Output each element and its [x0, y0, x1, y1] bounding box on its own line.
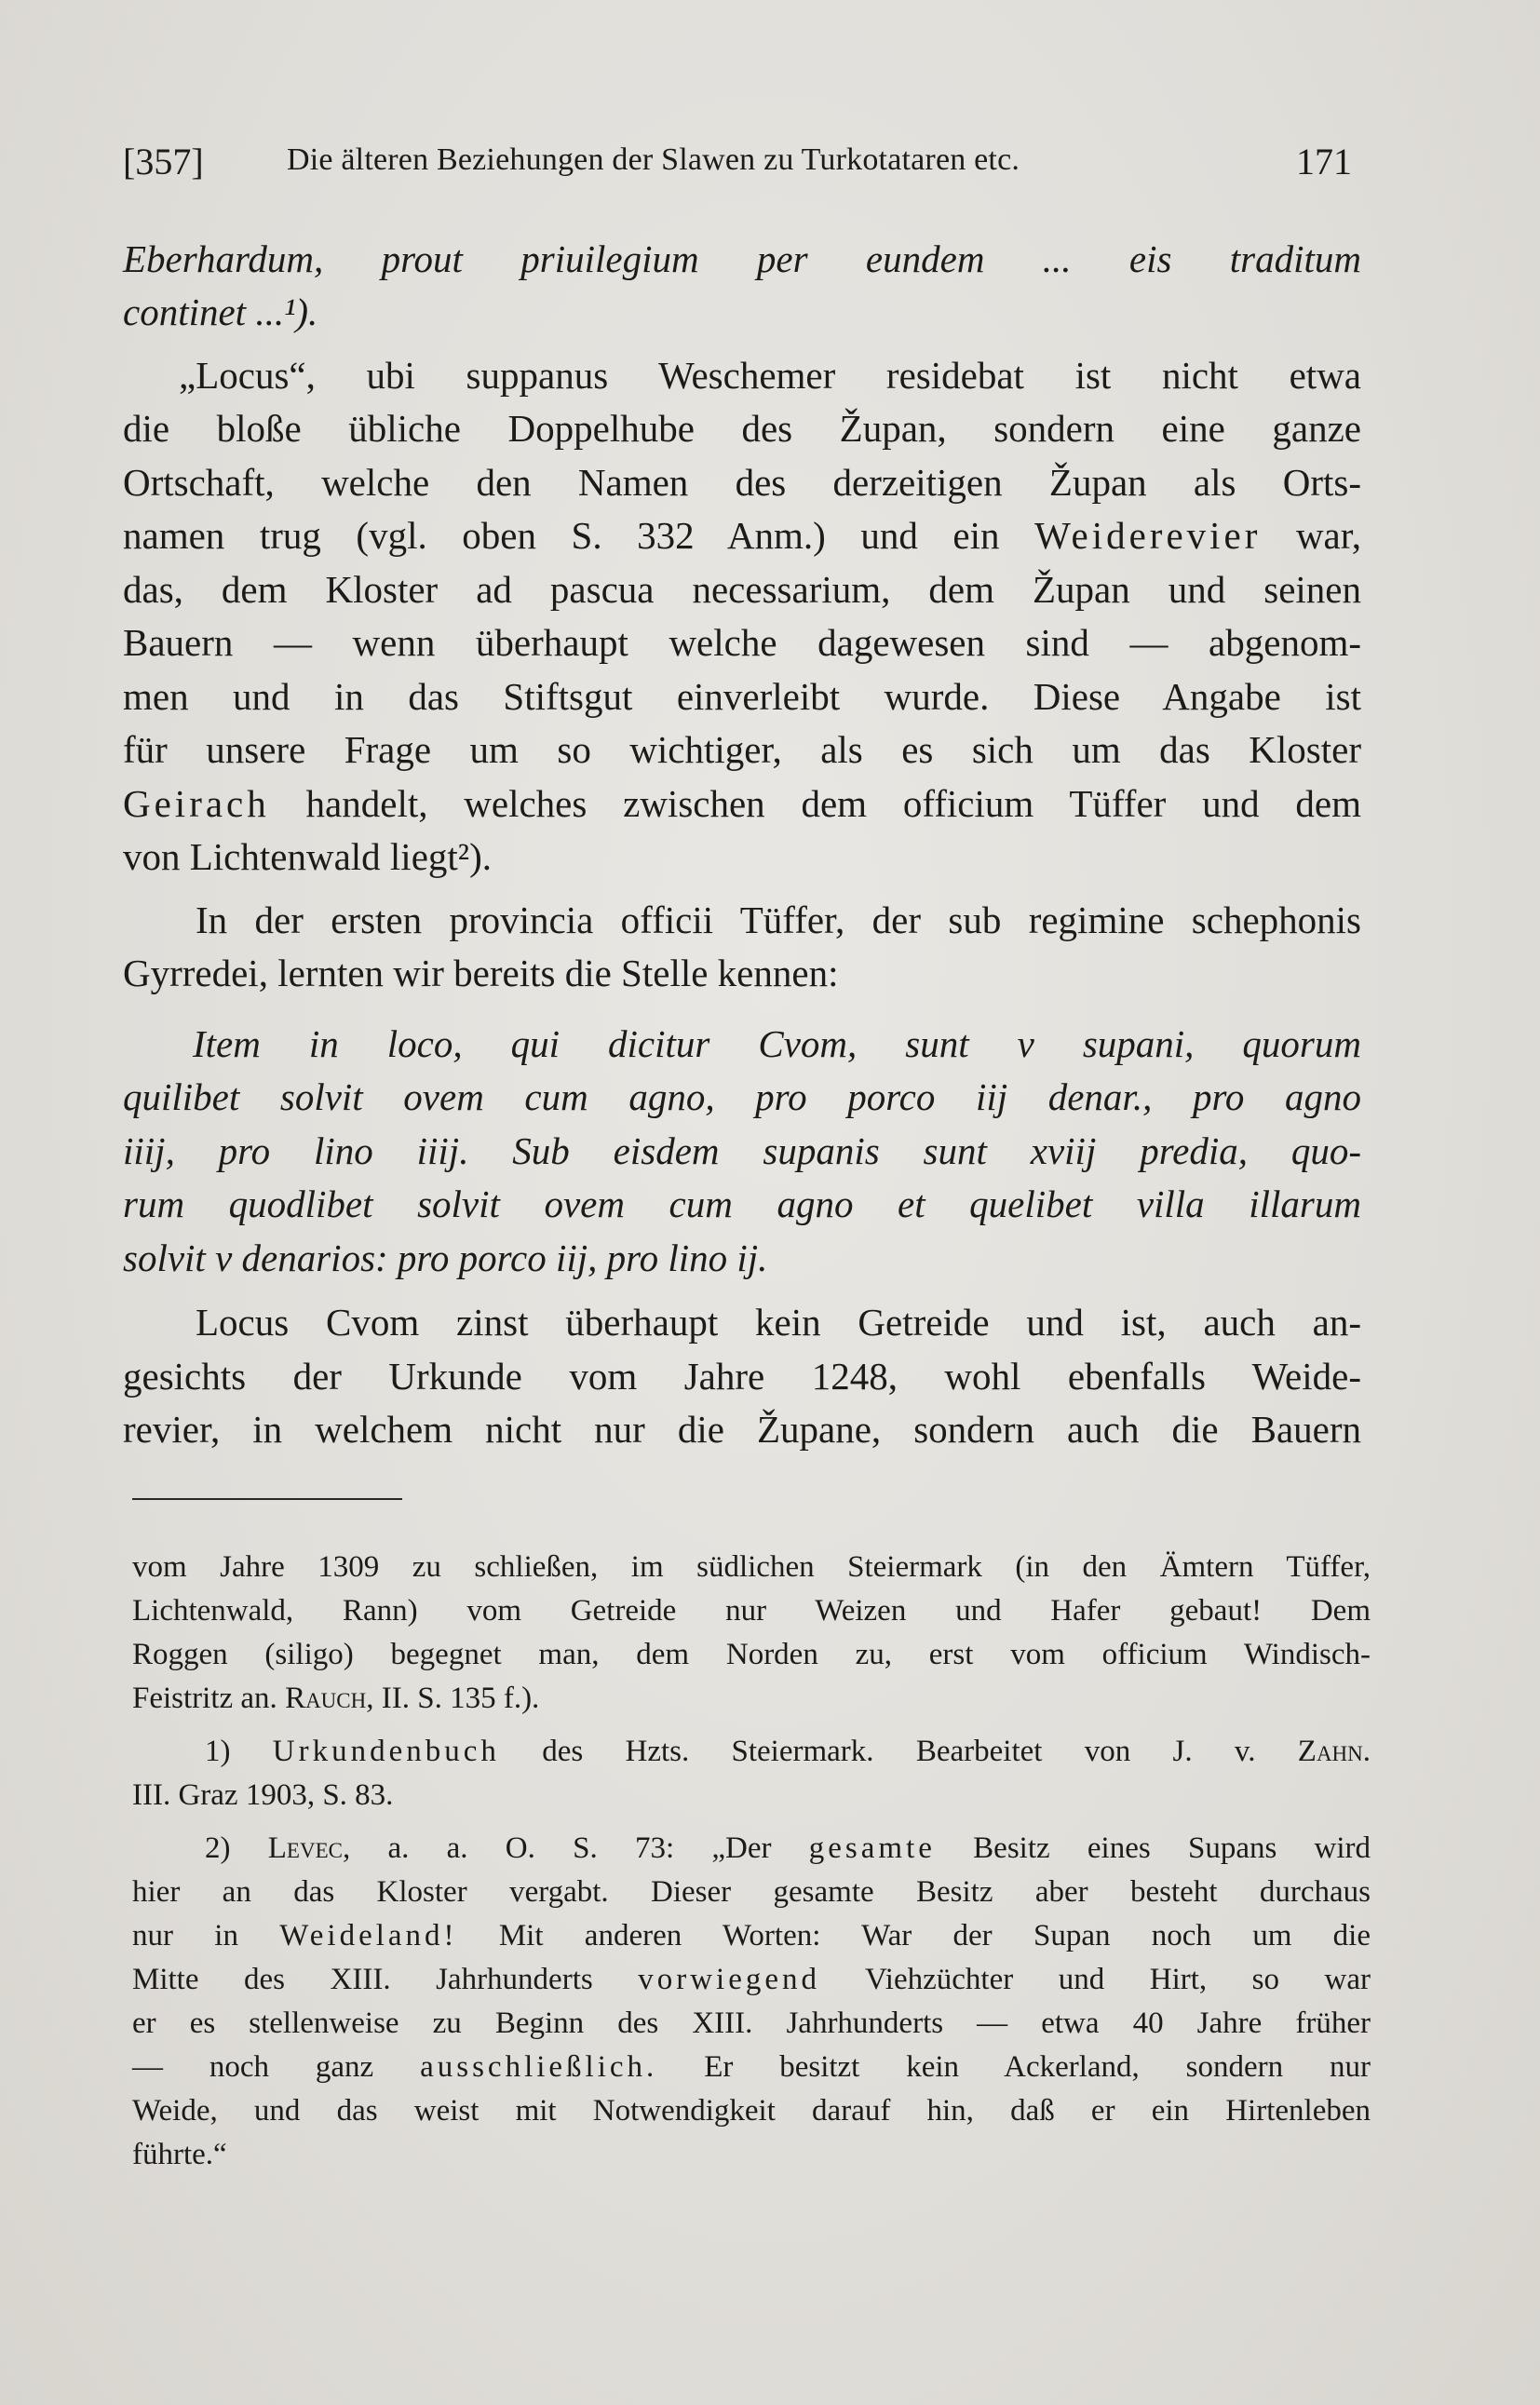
body-line: In der ersten provincia officii Tüffer, der sub regimine schephonis — [196, 898, 1361, 941]
footnote-line: vom Jahre 1309 zu schließen, im südlichen Steiermark (in den Ämtern Tüffer, — [132, 1550, 1371, 1584]
body-line: für unsere Frage um so wichtiger, als es sich um das Kloster — [123, 728, 1361, 771]
footnote-line: Lichtenwald, Rann) vom Getreide nur Weizen und Hafer gebaut! Dem — [132, 1594, 1371, 1628]
quote-line: rum quodlibet solvit ovem cum agno et quelibet villa illarum — [123, 1182, 1361, 1225]
body-line: revier, in welchem nicht nur die Župane, sondern auch die Bauern — [123, 1408, 1361, 1451]
body-line: „Locus“, ubi suppanus Weschemer residebat ist nicht etwa — [179, 354, 1361, 397]
body-line: men und in das Stiftsgut einverleibt wurde. Diese Angabe ist — [123, 675, 1361, 718]
footnote-2-line: nur in Weideland! Mit anderen Worten: War der Supan noch um die — [132, 1919, 1371, 1952]
quote-line: solvit v denarios: pro porco iij, pro lino ij. — [123, 1236, 768, 1279]
footnote-2-line: er es stellenweise zu Beginn des XIII. Jahrhunderts — etwa 40 Jahre früher — [132, 2006, 1371, 2040]
footnote-2-line: führte.“ — [132, 2138, 227, 2171]
footnote-1-line: III. Graz 1903, S. 83. — [132, 1778, 394, 1812]
body-line: Bauern — wenn überhaupt welche dagewesen sind — abgenom- — [123, 621, 1361, 664]
body-line: gesichts der Urkunde vom Jahre 1248, wohl ebenfalls Weide- — [123, 1355, 1361, 1398]
body-line: Geirach handelt, welches zwischen dem officium Tüffer und dem — [123, 782, 1361, 825]
author-name: Levec — [267, 1831, 343, 1865]
quote-line: Item in loco, qui dicitur Cvom, sunt v supani, quorum — [193, 1022, 1361, 1065]
page-number: 171 — [1296, 141, 1352, 182]
body-line: das, dem Kloster ad pascua necessarium, dem Župan und seinen — [123, 568, 1361, 611]
body-line: die bloße übliche Doppelhube des Župan, sondern eine ganze — [123, 407, 1361, 450]
body-line: continet ...¹). — [123, 290, 318, 333]
footnote-2-line: hier an das Kloster vergabt. Dieser gesamte Besitz aber besteht durchaus — [132, 1875, 1371, 1909]
author-name: Rauch — [285, 1682, 367, 1715]
quote-line: iiij, pro lino iiij. Sub eisdem supanis sunt xviij predia, quo- — [123, 1129, 1361, 1172]
running-title: Die älteren Beziehungen der Slawen zu Turkotataren etc. — [287, 142, 1020, 177]
footnote-1-line: 1) Urkundenbuch des Hzts. Steiermark. Bearbeitet von J. v. Zahn. — [205, 1735, 1371, 1768]
footnote-line: Feistritz an. Rauch, II. S. 135 f.). — [132, 1682, 540, 1715]
footnote-rule — [132, 1498, 402, 1500]
quote-line: quilibet solvit ovem cum agno, pro porco iij denar., pro agno — [123, 1075, 1361, 1118]
author-name: Zahn — [1297, 1735, 1363, 1768]
body-line: Eberhardum, prout priuilegium per eundem ... eis traditum — [123, 237, 1361, 280]
footnote-line: Roggen (siligo) begegnet man, dem Norden zu, erst vom officium Windisch- — [132, 1638, 1371, 1671]
body-line: von Lichtenwald liegt²). — [123, 835, 492, 878]
body-line: namen trug (vgl. oben S. 332 Anm.) und ein Weiderevier war, — [123, 514, 1362, 557]
body-line: Ortschaft, welche den Namen des derzeitigen Župan als Orts- — [123, 461, 1361, 504]
page-number-bracket: [357] — [123, 141, 204, 182]
footnote-2-line: Mitte des XIII. Jahrhunderts vorwiegend Viehzüchter und Hirt, so war — [132, 1963, 1371, 1996]
footnote-2-line: — noch ganz ausschließlich. Er besitzt kein Ackerland, sondern nur — [132, 2050, 1371, 2084]
footnote-2-line: 2) Levec, a. a. O. S. 73: „Der gesamte Besitz eines Supans wird — [205, 1831, 1371, 1865]
body-line: Gyrredei, lernten wir bereits die Stelle kennen: — [123, 952, 839, 994]
footnote-2-line: Weide, und das weist mit Notwendigkeit darauf hin, daß er ein Hirtenleben — [132, 2094, 1371, 2128]
body-line: Locus Cvom zinst überhaupt kein Getreide und ist, auch an- — [196, 1301, 1361, 1344]
running-header — [123, 140, 1352, 196]
